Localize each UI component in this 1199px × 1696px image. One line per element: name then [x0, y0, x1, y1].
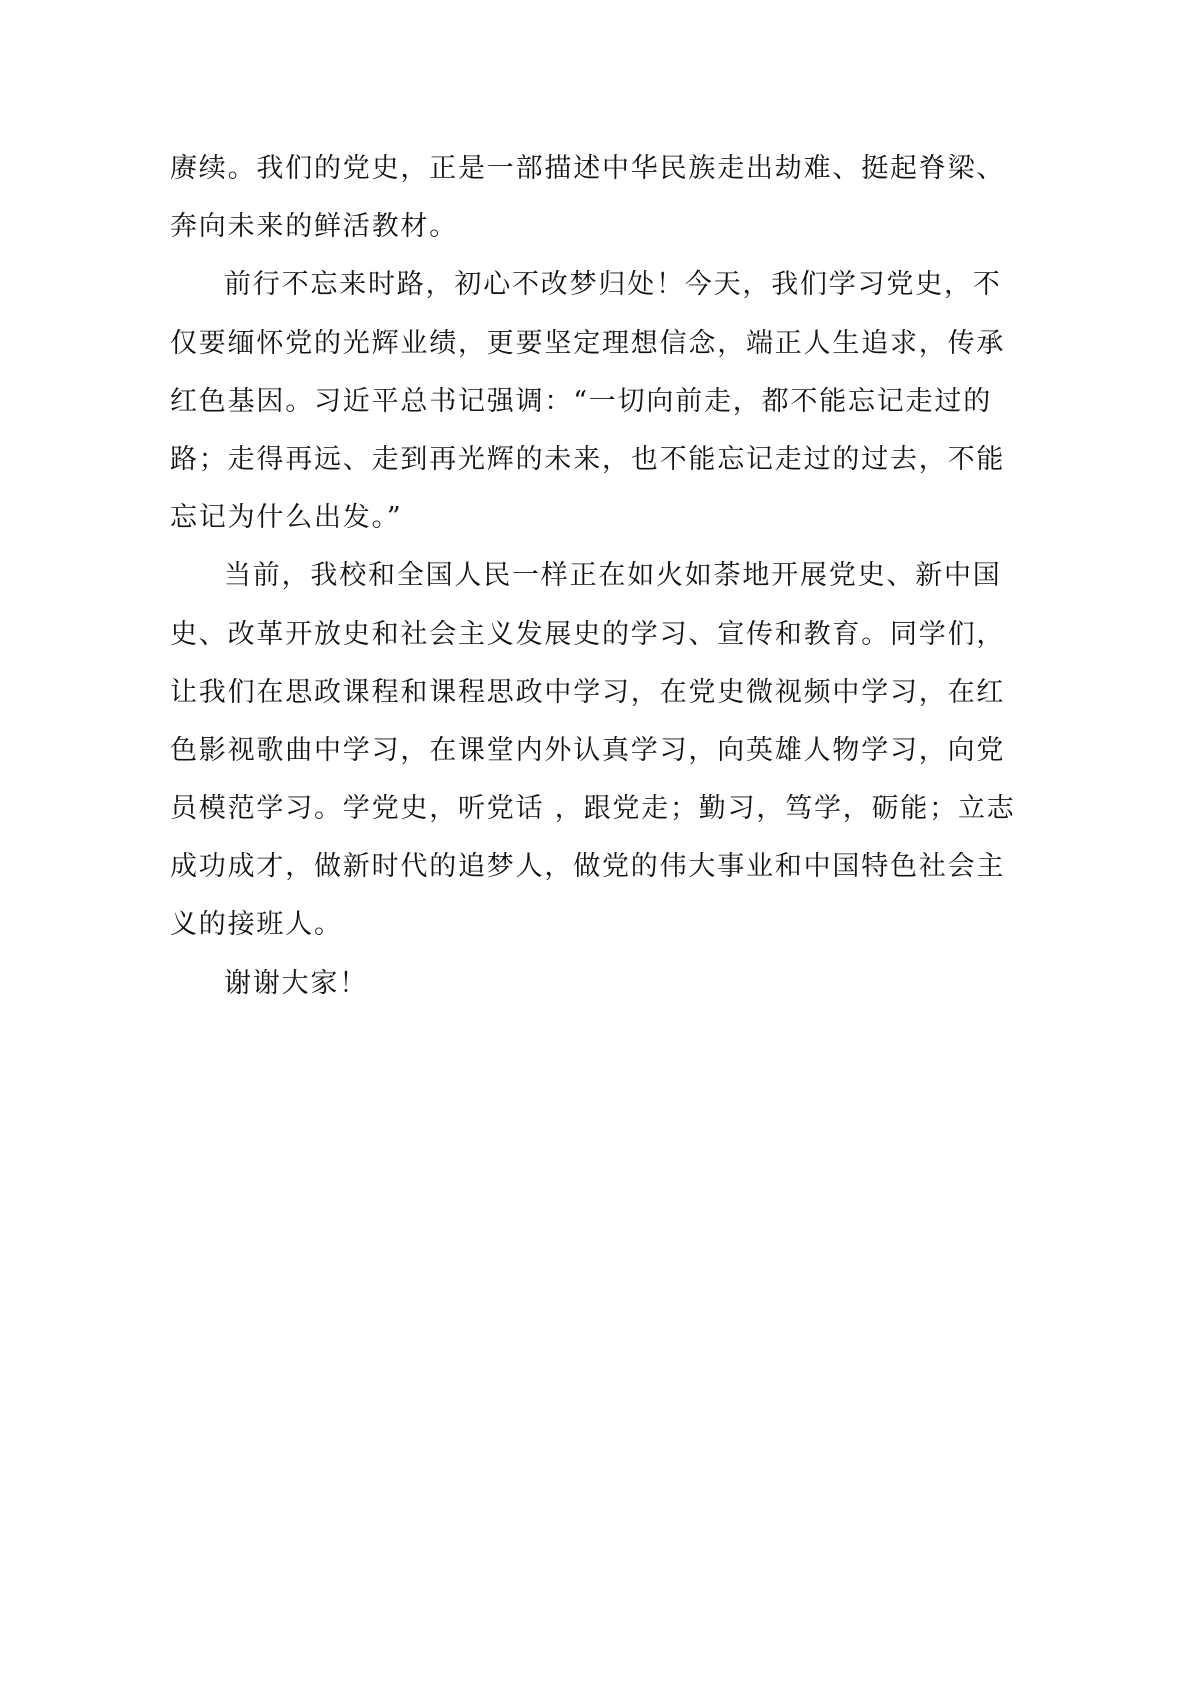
document-body [170, 140, 1016, 1013]
text-line: 义的接班人。 [170, 909, 343, 941]
text-line: 成功成才，做新时代的追梦人，做党的伟大事业和中国特色社会主 [170, 851, 1006, 883]
text-line: 奔向未来的鲜活教材。 [170, 211, 458, 243]
text-line: 员模范学习。学党史，听党话 ，跟党走；勤习，笃学，砺能；立志 [170, 793, 1016, 825]
paragraph-remember-origin [170, 256, 1006, 547]
text-line: 让我们在思政课程和课程思政中学习，在党史微视频中学习，在红 [170, 676, 1006, 708]
text-line: 路；走得再远、走到再光辉的未来，也不能忘记走过的过去，不能 [170, 443, 1006, 475]
text-line: 红色基因。习近平总书记强调：“一切向前走，都不能忘记走过的 [170, 385, 993, 417]
paragraph-continuation [170, 140, 1006, 256]
paragraph-school-study [170, 547, 1016, 954]
text-line: 前行不忘来时路，初心不改梦归处！今天，我们学习党史，不 [224, 269, 1002, 301]
text-line: 当前，我校和全国人民一样正在如火如荼地开展党史、新中国 [224, 560, 1002, 592]
paragraph-closing [170, 955, 960, 1013]
closing-thanks: 谢谢大家！ [224, 967, 368, 999]
text-line: 史、改革开放史和社会主义发展史的学习、宣传和教育。同学们， [170, 618, 1006, 650]
text-line: 忘记为什么出发。” [170, 502, 403, 534]
text-line: 仅要缅怀党的光辉业绩，更要坚定理想信念，端正人生追求，传承 [170, 327, 1006, 359]
text-line: 色影视歌曲中学习，在课堂内外认真学习，向英雄人物学习，向党 [170, 734, 1006, 766]
text-line: 赓续。我们的党史，正是一部描述中华民族走出劫难、挺起脊梁、 [170, 153, 1006, 184]
